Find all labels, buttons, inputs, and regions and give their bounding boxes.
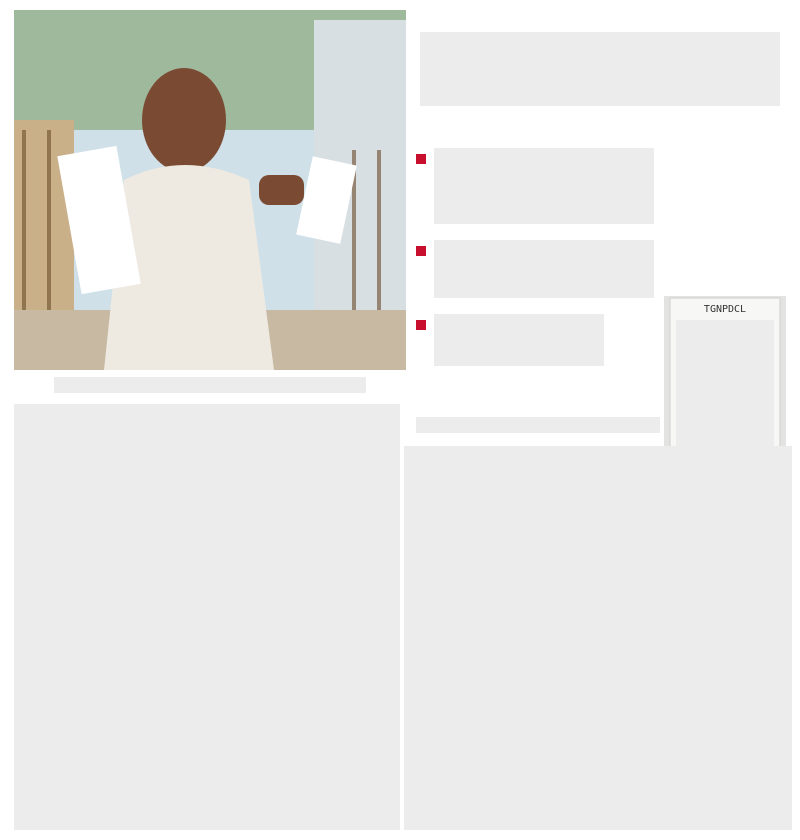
article-column-right bbox=[404, 446, 792, 830]
bullet-list bbox=[412, 144, 662, 374]
headline bbox=[412, 14, 788, 124]
bullet-item bbox=[416, 314, 604, 366]
bullet-square-icon bbox=[416, 246, 426, 256]
news-photo bbox=[14, 10, 406, 370]
bullet-item bbox=[416, 148, 654, 224]
bullet-square-icon bbox=[416, 154, 426, 164]
bullet-square-icon bbox=[416, 320, 426, 330]
bullet-item bbox=[416, 240, 654, 298]
receipt-brand: TGNPDCL bbox=[703, 304, 747, 315]
article-column-left bbox=[14, 404, 400, 830]
photo-caption bbox=[14, 374, 406, 396]
receipt-caption bbox=[416, 414, 660, 436]
